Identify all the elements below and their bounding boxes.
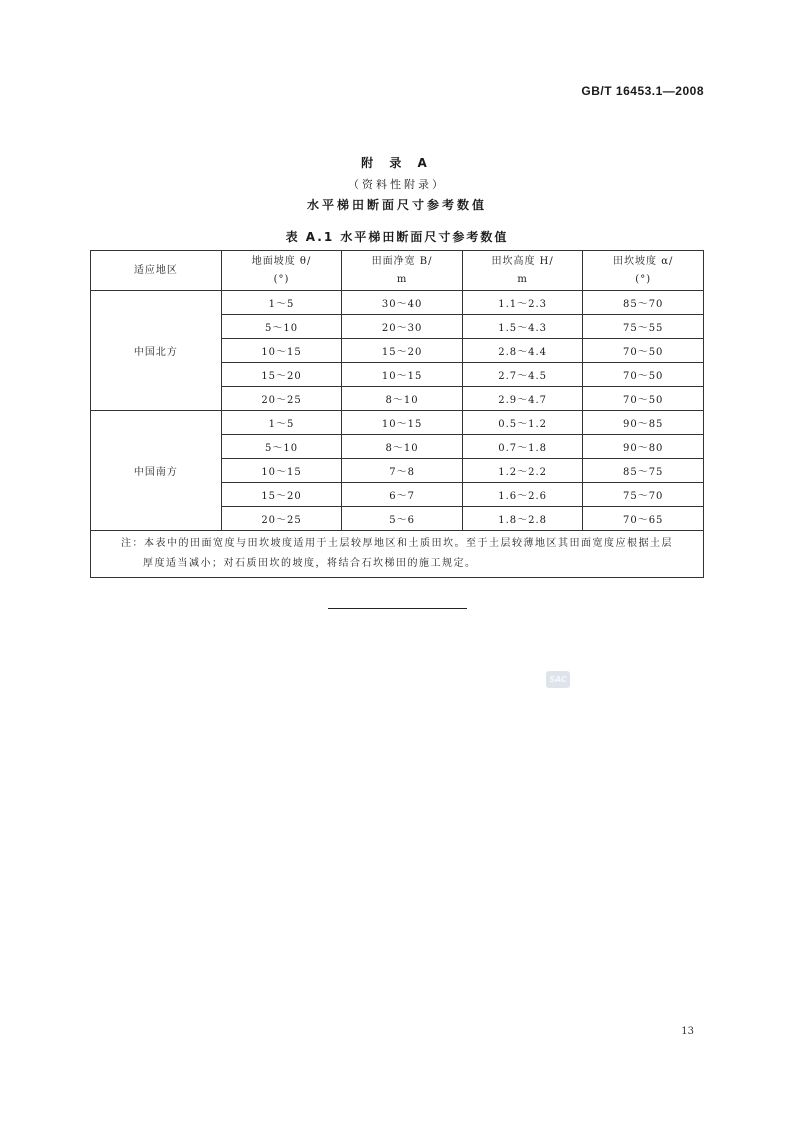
table-note [91, 531, 704, 578]
annex-type: （资料性附录） [348, 178, 446, 191]
table-cell: 5～10 [221, 435, 342, 459]
table-cell: 1.5～4.3 [462, 315, 583, 339]
table-row [91, 411, 704, 435]
table-cell: 2.8～4.4 [462, 339, 583, 363]
annex-title: 水平梯田断面尺寸参考数值 [306, 198, 487, 212]
table-cell: 70～50 [583, 339, 704, 363]
region-cell-south: 中国南方 [91, 411, 222, 531]
table-cell: 70～50 [583, 387, 704, 411]
table-cell: 1～5 [221, 411, 342, 435]
note-line-1: 注：本表中的田面宽度与田坎坡度适用于土层较厚地区和土质田坎。至于土层较薄地区其田面宽度应根据土层 [121, 538, 673, 549]
table-cell: 70～50 [583, 363, 704, 387]
table-caption: 表 A.1 水平梯田断面尺寸参考数值 [285, 230, 509, 244]
table-cell: 8～10 [342, 435, 463, 459]
table-cell: 2.9～4.7 [462, 387, 583, 411]
table-cell: 20～25 [221, 387, 342, 411]
table-note-row [91, 531, 704, 578]
table-cell: 70～65 [583, 507, 704, 531]
table-cell: 5～6 [342, 507, 463, 531]
table-cell: 85～70 [583, 291, 704, 315]
header-bank-height: 田坎高度 H/ m [462, 251, 583, 291]
table-cell: 30～40 [342, 291, 463, 315]
end-rule [328, 608, 467, 609]
header-bank-slope: 田坎坡度 α/ (°) [583, 251, 704, 291]
table-cell: 90～80 [583, 435, 704, 459]
page-number: 13 [681, 1026, 694, 1037]
region-cell-north: 中国北方 [91, 291, 222, 411]
table-cell: 1.1～2.3 [462, 291, 583, 315]
header-region: 适应地区 [91, 251, 222, 291]
table-cell: 20～25 [221, 507, 342, 531]
annex-label: 附 录 A [361, 156, 433, 170]
table-cell: 15～20 [221, 363, 342, 387]
note-line-2: 厚度适当减小；对石质田坎的坡度，将结合石坎梯田的施工规定。 [143, 558, 477, 569]
table-cell: 1.8～2.8 [462, 507, 583, 531]
table-cell: 6～7 [342, 483, 463, 507]
standard-code: GB/T 16453.1—2008 [581, 84, 704, 98]
table-cell: 7～8 [342, 459, 463, 483]
table-cell: 5～10 [221, 315, 342, 339]
table-cell: 15～20 [342, 339, 463, 363]
table-cell: 10～15 [221, 459, 342, 483]
sac-watermark-logo: SAC [546, 671, 570, 688]
table-cell: 85～75 [583, 459, 704, 483]
table-cell: 15～20 [221, 483, 342, 507]
table-cell: 90～85 [583, 411, 704, 435]
table-header-row [91, 251, 704, 291]
table-cell: 2.7～4.5 [462, 363, 583, 387]
table-cell: 1.6～2.6 [462, 483, 583, 507]
table-cell: 10～15 [342, 411, 463, 435]
table-cell: 0.7～1.8 [462, 435, 583, 459]
table-cell: 75～70 [583, 483, 704, 507]
table-row [91, 291, 704, 315]
header-field-width: 田面净宽 B/ m [342, 251, 463, 291]
terrace-dimensions-table [90, 250, 704, 578]
table-cell: 75～55 [583, 315, 704, 339]
table-cell: 8～10 [342, 387, 463, 411]
table-cell: 1～5 [221, 291, 342, 315]
table-cell: 0.5～1.2 [462, 411, 583, 435]
table-cell: 10～15 [342, 363, 463, 387]
table-cell: 10～15 [221, 339, 342, 363]
header-ground-slope: 地面坡度 θ/ (°) [221, 251, 342, 291]
table-cell: 1.2～2.2 [462, 459, 583, 483]
table-cell: 20～30 [342, 315, 463, 339]
